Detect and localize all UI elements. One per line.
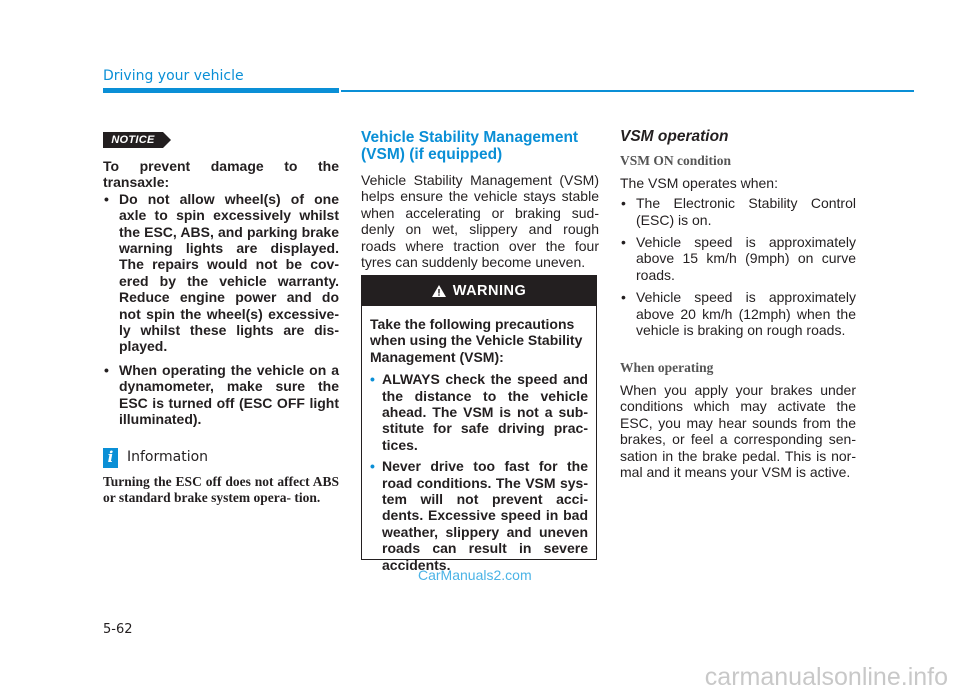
vsm-body: Vehicle Stability Management (VSM) helps ensure the vehicle stays stable when accelerating or braking sud- denly on wet, slippery and rough roads where traction over the four tyres can suddenly become uneven. [361,172,599,271]
info-icon: i [103,448,118,468]
when-operating-heading: When operating [620,360,714,376]
notice-list [103,191,339,428]
vsm-title: Vehicle Stability Management (VSM) (if equipped) [361,129,579,163]
vsm-condition-list [620,195,856,338]
warning-list [370,371,588,573]
warning-triangle-icon [432,285,446,297]
vsm-operation-column [620,129,856,480]
vsm-on-condition-heading: VSM ON condition [620,153,732,169]
site-watermark: carmanualsonline.info [704,663,948,691]
warning-item: • Never drive too fast for the road conditions. The VSM sys- tem will not prevent acci- dents. Excessive speed in bad weather, slippery and uneven roads can result in severe accidents. [370,458,588,573]
warning-content [362,306,596,573]
header-rule-accent [103,88,339,93]
warning-item: • ALWAYS check the speed and the distance to the vehicle ahead. The VSM is not a sub- stitute for safe driving prac- tices. [370,371,588,453]
notice-item: • When operating the vehicle on a dynamometer, make sure the ESC is turned off (ESC OFF light illuminated). [103,362,339,428]
vsm-condition-item: • Vehicle speed is approximately above 15 km/h (9mph) on curve roads. [620,234,856,283]
vsm-column [361,129,599,270]
information-body: Turning the ESC off does not affect ABS or standard brake system opera- tion. [103,473,339,505]
information-title: Information [127,449,209,466]
warning-box [361,275,597,573]
notice-column [103,158,339,507]
watermark-link[interactable]: CarManuals2.com [418,567,532,583]
vsm-operation-title: VSM operation [620,128,729,145]
information-header [103,448,339,468]
page-number: 5-62 [103,622,133,637]
notice-heading: To prevent damage to the transaxle: [103,158,339,191]
when-operating-body: When you apply your brakes under conditions which may activate the ESC, you may hear sounds from the brakes, or feel a corresponding sen- sation in the brake pedal. This is nor- mal and it means your VSM is active. [620,381,856,480]
notice-item: • Do not allow wheel(s) of one axle to spin excessively whilst the ESC, ABS, and parking brake warning lights are displayed. The repairs would not be cov- ered by the vehicle warranty. Reduce engine power and do not spin the wheel(s) excessive- ly whilst these lights are dis- played. [103,191,339,355]
header-rule [341,90,914,92]
section-title: Driving your vehicle [103,68,244,84]
vsm-on-condition-lead: The VSM operates when: [620,174,778,191]
warning-header [362,276,596,306]
notice-tag: NOTICE [103,132,163,148]
warning-intro: Take the following precautions when using the Vehicle Stability Management (VSM): [370,316,583,365]
vsm-condition-item: • The Electronic Stability Control (ESC) is on. [620,195,856,228]
vsm-condition-item: • Vehicle speed is approximately above 20 km/h (12mph) when the vehicle is braking on rough roads. [620,289,856,338]
warning-label: WARNING [452,283,527,299]
